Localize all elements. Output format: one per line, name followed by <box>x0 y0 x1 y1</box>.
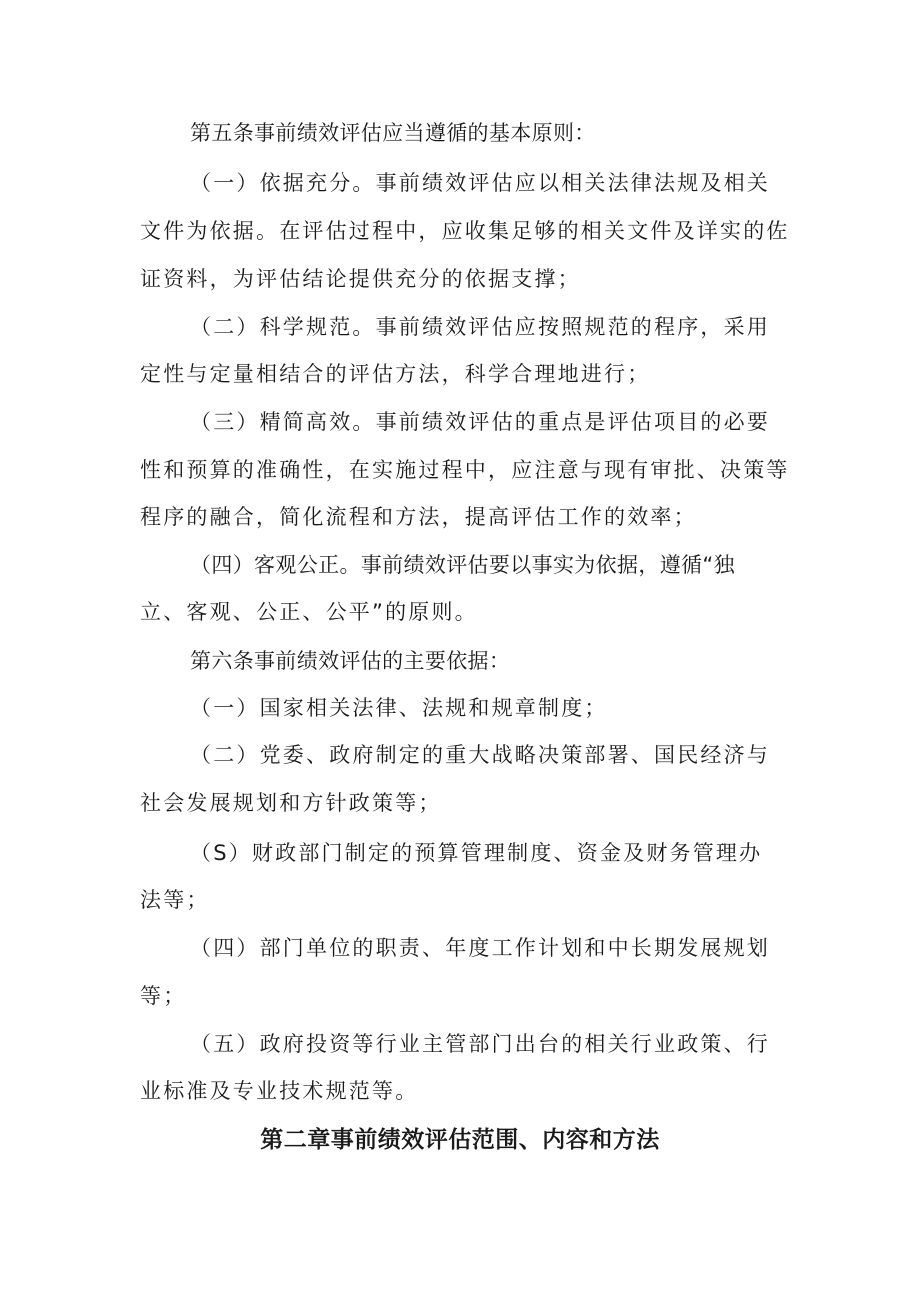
paragraph-line: （二）科学规范。事前绩效评估应按照规范的程序，采用 <box>190 315 770 339</box>
paragraph-line: 法等； <box>140 888 210 912</box>
paragraph-line: （一）国家相关法律、法规和规章制度； <box>190 696 608 720</box>
chapter-heading: 第二章事前绩效评估范围、内容和方法 <box>260 1127 660 1153</box>
paragraph-line: 性和预算的准确性，在实施过程中，应注意与现有审批、决策等 <box>140 458 790 482</box>
article-6-heading: 第六条事前绩效评估的主要依据： <box>190 649 511 673</box>
paragraph-line: （四）客观公正。事前绩效评估要以事实为依据，遵循“独 <box>190 553 735 577</box>
article-5-heading: 第五条事前绩效评估应当遵循的基本原则： <box>190 121 596 145</box>
paragraph-line: （五）政府投资等行业主管部门出台的相关行业政策、行 <box>190 1032 770 1056</box>
paragraph-line: 文件为依据。在评估过程中，应收集足够的相关文件及详实的佐 <box>140 219 790 243</box>
paragraph-line: 程序的融合，简化流程和方法，提高评估工作的效率； <box>140 505 697 529</box>
paragraph-line: 定性与定量相结合的评估方法，科学合理地进行； <box>140 362 651 386</box>
paragraph-line: （三）精简高效。事前绩效评估的重点是评估项目的必要 <box>190 410 770 434</box>
paragraph-line: 等； <box>140 984 187 1008</box>
paragraph-line: （四）部门单位的职责、年度工作计划和中长期发展规划 <box>190 936 770 960</box>
paragraph-line: （S）财政部门制定的预算管理制度、资金及财务管理办 <box>190 841 763 865</box>
paragraph-line: 证资料，为评估结论提供充分的依据支撑； <box>140 267 581 291</box>
paragraph-line: （一）依据充分。事前绩效评估应以相关法律法规及相关 <box>190 171 770 195</box>
paragraph-line: （二）党委、政府制定的重大战略决策部署、国民经济与 <box>190 743 770 767</box>
paragraph-line: 立、客观、公正、公平”的原则。 <box>140 600 478 624</box>
paragraph-line: 业标准及专业技术规范等。 <box>140 1079 419 1103</box>
paragraph-line: 社会发展规划和方针政策等； <box>140 791 442 815</box>
